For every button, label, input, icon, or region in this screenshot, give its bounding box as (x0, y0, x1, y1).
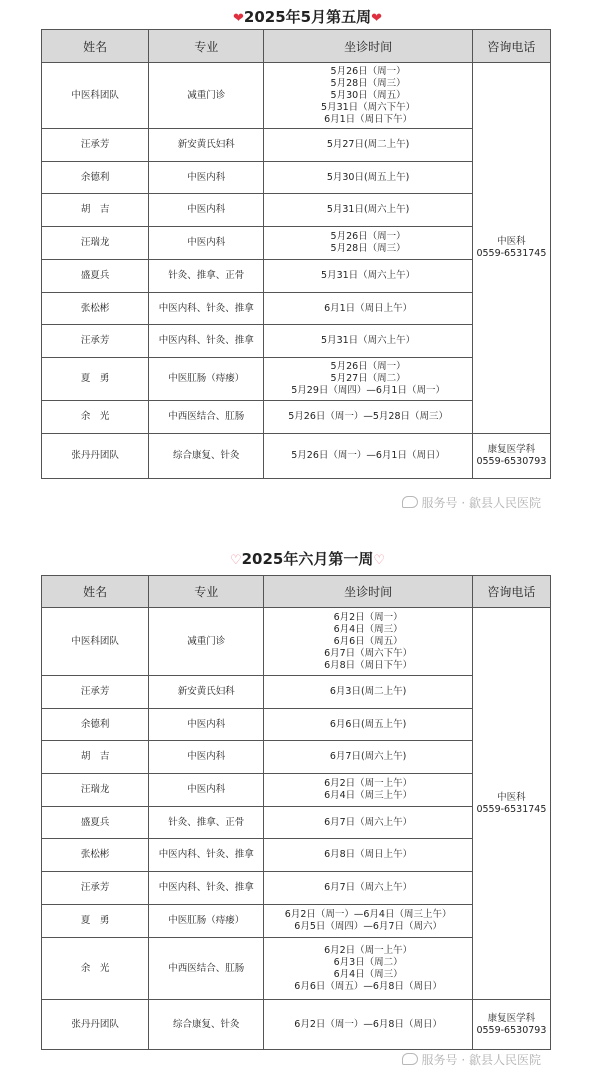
specialty: 中医内科 (149, 774, 264, 807)
clinic-time (264, 227, 472, 260)
specialty: 中医内科 (149, 194, 264, 227)
table-row (42, 608, 551, 676)
contact-rehab (472, 1000, 550, 1050)
doctor-name: 张丹丹团队 (42, 434, 149, 479)
table-row (42, 434, 551, 479)
time-line: 6月2日（周一）—6月4日（周三上午） (284, 909, 452, 920)
column-header: 坐诊时间 (264, 576, 472, 608)
time-line: 5月27日(周二上午) (326, 139, 410, 150)
table-row (42, 63, 551, 129)
doctor-name: 张松彬 (42, 293, 149, 325)
specialty: 综合康复、针灸 (149, 434, 264, 479)
specialty: 中医内科、针灸、推拿 (149, 872, 264, 905)
watermark-text: 服务号 · 歙县人民医院 (421, 1053, 541, 1067)
clinic-time (264, 872, 472, 905)
time-line: 6月3日(周二上午) (329, 686, 407, 697)
chat-bubble-icon (402, 496, 418, 508)
time-line: 6月7日(周六上午) (329, 751, 407, 762)
column-header: 专业 (149, 30, 264, 63)
watermark-text: 服务号 · 歙县人民医院 (421, 496, 541, 510)
time-line: 5月28日（周三） (330, 77, 406, 89)
clinic-time (264, 260, 472, 293)
time-line: 5月26日（周一）—5月28日（周三） (288, 411, 448, 422)
doctor-name: 胡 吉 (42, 194, 149, 227)
contact-tcm (472, 63, 550, 434)
time-line: 6月4日（周三上午） (324, 790, 413, 801)
doctor-name: 中医科团队 (42, 608, 149, 676)
time-line: 6月8日（周日上午） (324, 849, 413, 860)
contact-rehab (472, 434, 550, 479)
clinic-time (264, 709, 472, 741)
clinic-time (264, 608, 472, 676)
doctor-name: 余德利 (42, 162, 149, 194)
time-line: 6月8日（周日下午） (324, 659, 413, 671)
title-text: 2025年5月第五周 (243, 8, 372, 26)
doctor-name: 张丹丹团队 (42, 1000, 149, 1050)
doctor-name: 张松彬 (42, 839, 149, 872)
doctor-name: 汪承芳 (42, 676, 149, 709)
clinic-time (264, 434, 472, 479)
time-line: 6月4日（周三） (333, 623, 403, 635)
title-text: 2025年六月第一周 (241, 550, 374, 568)
specialty: 针灸、推拿、正骨 (149, 807, 264, 839)
watermark (402, 1051, 541, 1068)
specialty: 中医肛肠（痔瘘） (149, 358, 264, 401)
time-line: 6月4日（周三） (333, 968, 403, 980)
header-row (42, 30, 551, 63)
section-title (0, 548, 615, 570)
contact-phone: 0559-6531745 (476, 803, 547, 815)
clinic-time (264, 807, 472, 839)
clinic-time (264, 905, 472, 938)
specialty: 综合康复、针灸 (149, 1000, 264, 1050)
contact-phone: 0559-6530793 (476, 1024, 547, 1036)
contact-dept: 中医科 (497, 791, 526, 803)
doctor-name: 余 光 (42, 401, 149, 434)
specialty: 中医内科、针灸、推拿 (149, 293, 264, 325)
contact-dept: 康复医学科 (487, 444, 536, 455)
schedule-table (41, 575, 551, 1050)
time-line: 6月6日（周五）—6月8日（周日） (294, 980, 442, 992)
contact-phone: 0559-6530793 (476, 456, 547, 467)
column-header: 姓名 (42, 30, 149, 63)
heart-icon: ❤ (233, 11, 244, 26)
time-line: 5月29日（周四）—6月1日（周一） (291, 385, 445, 396)
clinic-time (264, 774, 472, 807)
clinic-time (264, 401, 472, 434)
section-title (0, 6, 615, 28)
specialty: 中医内科 (149, 709, 264, 741)
column-header: 专业 (149, 576, 264, 608)
heart-icon: ♡ (229, 553, 242, 568)
time-line: 6月1日（周日下午） (324, 113, 413, 125)
clinic-time (264, 676, 472, 709)
time-line: 6月7日（周六上午） (324, 816, 413, 828)
doctor-name: 汪承芳 (42, 325, 149, 358)
specialty: 中医内科、针灸、推拿 (149, 325, 264, 358)
time-line: 5月27日（周二） (330, 373, 406, 384)
specialty: 中医内科 (149, 227, 264, 260)
time-line: 6月3日（周二） (333, 956, 403, 968)
specialty: 中医内科、针灸、推拿 (149, 839, 264, 872)
specialty: 中西医结合、肛肠 (149, 938, 264, 1000)
header-row (42, 576, 551, 608)
schedule-section-week5 (0, 6, 615, 510)
doctor-name: 余德利 (42, 709, 149, 741)
specialty: 减重门诊 (149, 608, 264, 676)
time-line: 5月26日（周一） (330, 65, 406, 77)
schedule-section-june1 (0, 548, 615, 1067)
time-line: 5月30日(周五上午) (326, 171, 410, 183)
time-line: 6月1日（周日上午） (324, 302, 413, 314)
doctor-name: 胡 吉 (42, 741, 149, 774)
specialty: 新安黄氏妇科 (149, 676, 264, 709)
time-line: 6月2日（周一上午） (324, 944, 413, 956)
heart-icon: ❤ (371, 11, 382, 26)
clinic-time (264, 293, 472, 325)
clinic-time (264, 129, 472, 162)
column-header: 咨询电话 (472, 576, 550, 608)
time-line: 6月6日（周五） (333, 635, 403, 647)
time-line: 5月28日（周三） (330, 243, 406, 254)
doctor-name: 中医科团队 (42, 63, 149, 129)
doctor-name: 汪承芳 (42, 872, 149, 905)
contact-dept: 康复医学科 (487, 1012, 536, 1024)
specialty: 中医肛肠（痔瘘） (149, 905, 264, 938)
heart-icon: ♡ (373, 553, 386, 568)
clinic-time (264, 63, 472, 129)
specialty: 针灸、推拿、正骨 (149, 260, 264, 293)
time-line: 6月7日（周六下午） (324, 647, 413, 659)
time-line: 5月31日（周六上午） (321, 270, 416, 281)
doctor-name: 盛夏兵 (42, 260, 149, 293)
doctor-name: 夏 勇 (42, 358, 149, 401)
clinic-time (264, 358, 472, 401)
time-line: 5月30日（周五） (330, 89, 406, 101)
time-line: 6月2日（周一上午） (324, 778, 413, 789)
time-line: 6月2日（周一） (333, 611, 403, 623)
watermark (402, 494, 541, 511)
specialty: 新安黄氏妇科 (149, 129, 264, 162)
doctor-name: 汪瑞龙 (42, 227, 149, 260)
time-line: 6月5日（周四）—6月7日（周六） (294, 921, 442, 932)
specialty: 中医内科 (149, 741, 264, 774)
doctor-name: 汪承芳 (42, 129, 149, 162)
doctor-name: 夏 勇 (42, 905, 149, 938)
clinic-time (264, 162, 472, 194)
time-line: 6月2日（周一）—6月8日（周日） (294, 1018, 442, 1030)
schedule-table (41, 29, 551, 479)
contact-tcm (472, 608, 550, 1000)
time-line: 5月31日（周六上午） (321, 335, 416, 346)
chat-bubble-icon (402, 1053, 418, 1065)
time-line: 6月6日(周五上午) (329, 718, 407, 730)
specialty: 中西医结合、肛肠 (149, 401, 264, 434)
time-line: 5月26日（周一） (330, 361, 406, 372)
doctor-name: 盛夏兵 (42, 807, 149, 839)
contact-phone: 0559-6531745 (476, 248, 547, 259)
clinic-time (264, 938, 472, 1000)
contact-dept: 中医科 (497, 236, 526, 247)
table-row (42, 1000, 551, 1050)
specialty: 减重门诊 (149, 63, 264, 129)
doctor-name: 余 光 (42, 938, 149, 1000)
clinic-time (264, 325, 472, 358)
doctor-name: 汪瑞龙 (42, 774, 149, 807)
time-line: 5月26日（周一） (330, 231, 406, 242)
clinic-time (264, 194, 472, 227)
clinic-time (264, 741, 472, 774)
clinic-time (264, 839, 472, 872)
time-line: 6月7日（周六上午） (324, 882, 413, 893)
time-line: 5月26日（周一）—6月1日（周日） (291, 450, 445, 461)
column-header: 坐诊时间 (264, 30, 472, 63)
time-line: 5月31日(周六上午) (326, 204, 410, 215)
specialty: 中医内科 (149, 162, 264, 194)
clinic-time (264, 1000, 472, 1050)
column-header: 咨询电话 (472, 30, 550, 63)
column-header: 姓名 (42, 576, 149, 608)
time-line: 5月31日（周六下午） (321, 101, 416, 113)
